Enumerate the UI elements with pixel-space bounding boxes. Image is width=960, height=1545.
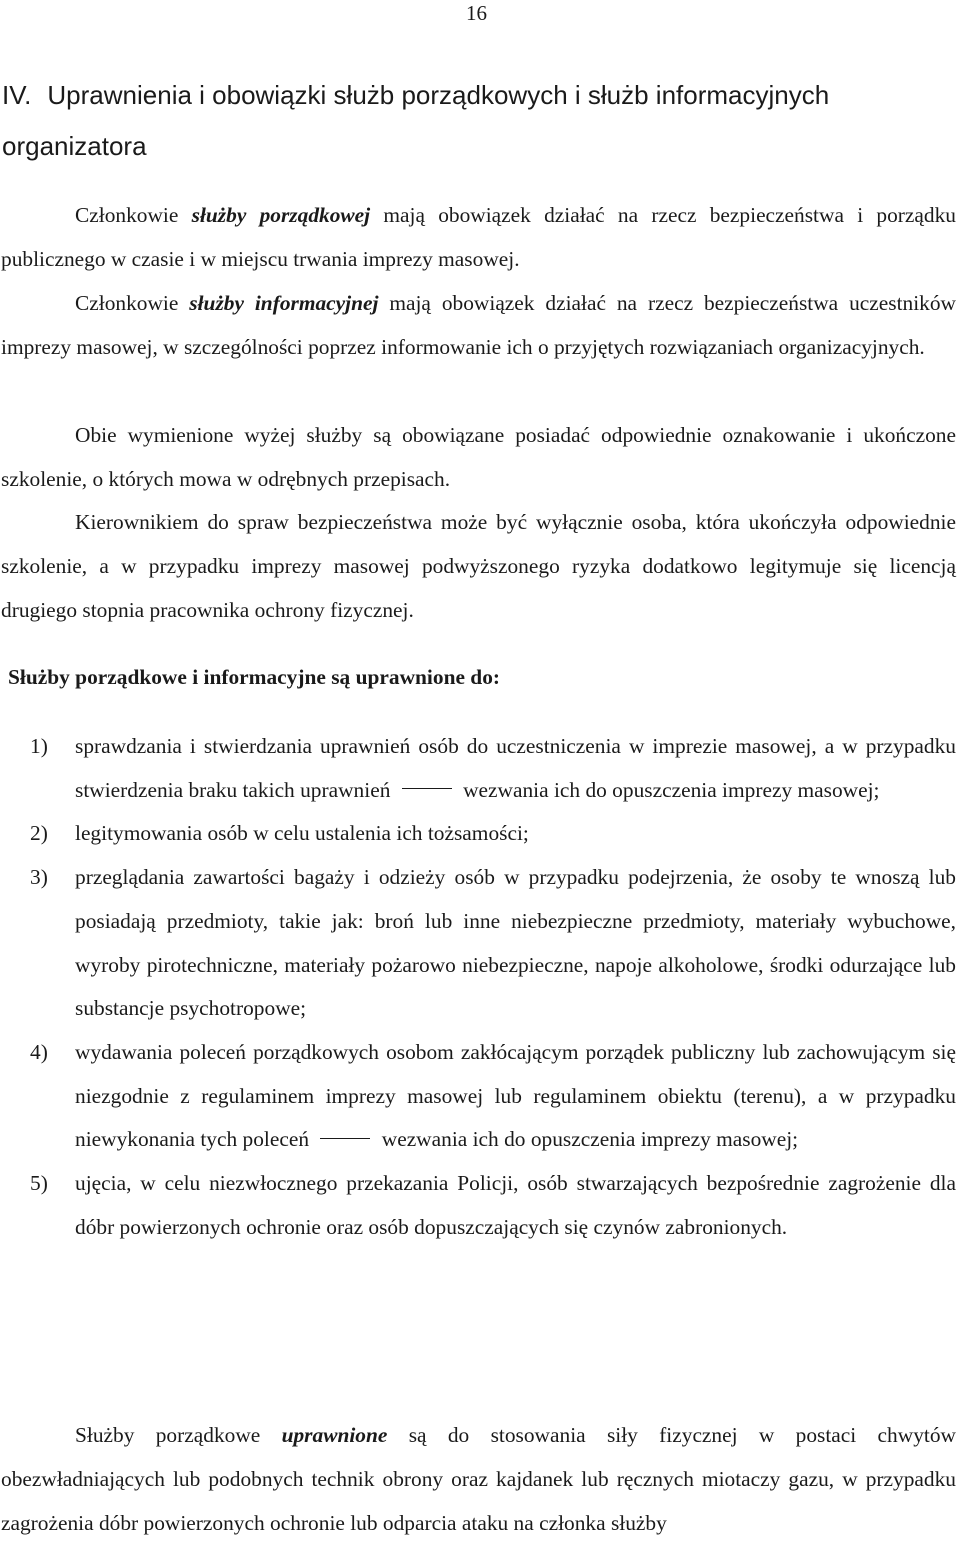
paragraph-text: Służby porządkowe xyxy=(75,1423,282,1447)
list-item-text: przeglądania zawartości bagaży i odzieży osób w przypadku podejrzenia, że osoby te wnoszą lub posiadają przedmioty, takie jak: broń lub inne niebezpieczne przedmioty, materiały wybuchowe, wyroby pirotechniczne, materiały pożarowo niebezpieczne, napoje alkoholowe, środki odurzające lub substancje psychotropowe; xyxy=(75,865,956,1021)
list-item xyxy=(0,812,956,856)
paragraph-service-information xyxy=(1,281,956,369)
paragraph-text: mają obowiązek działać na rzecz bezpieczeństwa uczestników imprezy masowej, w szczególności poprzez informowanie ich o przyjętych rozwiązaniach organizacyjnych. xyxy=(1,291,956,359)
paragraph-use-of-force xyxy=(1,1413,956,1545)
list-item xyxy=(0,1031,956,1162)
chapter-title-text: Uprawnienia i obowiązki służb porządkowych i służb informacyjnych organizatora xyxy=(2,80,830,161)
powers-list xyxy=(0,725,956,1249)
list-item-text: sprawdzania i stwierdzania uprawnień osób do uczestniczenia w imprezie masowej, a w przypadku stwierdzenia braku takich uprawnień xyxy=(75,734,956,802)
paragraph-service-order xyxy=(1,193,956,281)
list-item-text: legitymowania osób w celu ustalenia ich tożsamości; xyxy=(75,821,529,846)
paragraph-text: mają obowiązek działać na rzecz bezpieczeństwa i porządku publicznego w czasie i w miejscu trwania imprezy masowej. xyxy=(1,203,956,271)
list-item-text: wezwania ich do opuszczenia imprezy masowej; xyxy=(463,777,880,802)
list-marker: 4) xyxy=(30,1039,48,1064)
page-number: 16 xyxy=(466,1,487,25)
chapter-number: IV. xyxy=(2,80,32,110)
paragraph-text: są do stosowania siły fizycznej w postaci chwytów obezwładniających lub podobnych technik obrony oraz kajdanek lub ręcznych miotaczy gazu, w przypadku zagrożenia dóbr powierzonych ochronie lub odparcia ataku na członka służby xyxy=(1,1423,956,1535)
emphasis-term: uprawnione xyxy=(281,1423,388,1447)
emphasis-term: służby informacyjnej xyxy=(189,291,379,315)
paragraph-security-manager: Kierownikiem do spraw bezpieczeństwa może być wyłącznie osoba, która ukończyła odpowiednie szkolenie, a w przypadku imprezy masowej podwyższonego ryzyka dodatkowo legitymuje się licencją drugiego stopnia pracownika ochrony fizycznej. xyxy=(1,510,956,622)
list-marker: 3) xyxy=(30,865,48,890)
paragraph-marking: Obie wymienione wyżej służby są obowiązane posiadać odpowiednie oznakowanie i ukończone szkolenie, o których mowa w odrębnych przepisach. xyxy=(1,423,956,491)
emphasis-term: służby porządkowej xyxy=(191,203,371,227)
list-item xyxy=(0,725,956,812)
list-marker: 5) xyxy=(30,1171,48,1196)
paragraph-text: Członkowie xyxy=(75,203,192,227)
dash-separator xyxy=(320,1138,370,1139)
section-heading: Służby porządkowe i informacyjne są uprawnione do: xyxy=(8,665,501,689)
paragraph-text: Członkowie xyxy=(75,291,190,315)
dash-separator xyxy=(402,788,452,789)
list-marker: 1) xyxy=(30,734,48,758)
chapter-title xyxy=(2,70,952,172)
list-marker: 2) xyxy=(30,821,48,846)
list-item xyxy=(0,1162,956,1249)
list-item-text: ujęcia, w celu niezwłocznego przekazania Policji, osób stwarzających bezpośrednie zagrożenie dla dóbr powierzonych ochronie oraz osób dopuszczających się czynów zabronionych. xyxy=(75,1171,956,1239)
list-item xyxy=(0,856,956,1031)
list-item-text: wydawania poleceń porządkowych osobom zakłócającym porządek publiczny lub zachowującym się niezgodnie z regulaminem imprezy masowej lub regulaminem obiektu (terenu), a w przypadku niewykonania tych poleceń xyxy=(75,1039,956,1152)
list-item-text: wezwania ich do opuszczenia imprezy masowej; xyxy=(381,1127,799,1152)
